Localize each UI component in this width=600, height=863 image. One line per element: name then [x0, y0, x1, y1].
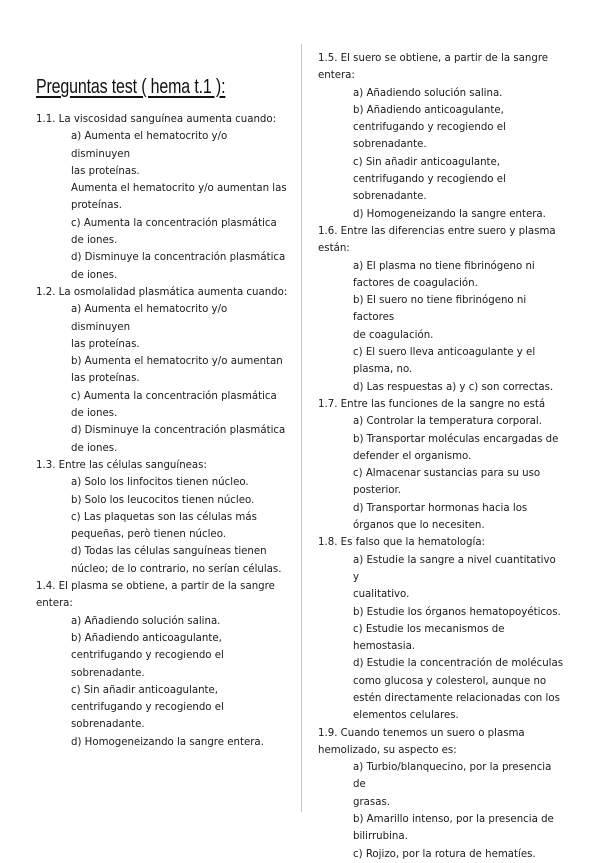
question-text: 1.8. Es falso que la hematología: — [318, 537, 485, 549]
answer-option — [36, 509, 288, 544]
answer-option — [36, 249, 288, 284]
page-title: Preguntas test ( hema t.1 ): — [36, 75, 226, 98]
answer-option-line: c) Aumenta la concentración plasmática — [71, 217, 277, 229]
question-text: están: — [318, 243, 350, 255]
answer-option — [318, 85, 564, 102]
answer-option-line: a) Estudie la sangre a nivel cuantitativo y — [353, 554, 556, 583]
answer-option-line: núcleo; de lo contrario, no serían células. — [71, 563, 282, 575]
answer-option-line: b) El suero no tiene fibrinógeno ni factores — [353, 295, 527, 324]
question-block — [318, 50, 564, 223]
question-text: 1.6. Entre las diferencias entre suero y plasma — [318, 225, 556, 237]
answer-option-line: c) Rojizo, por la rotura de hematíes. — [353, 848, 536, 860]
answer-option-line: b) Añadiendo anticoagulante, — [353, 104, 504, 116]
question-block — [318, 396, 564, 534]
answer-option-line: c) Sin añadir anticoagulante, — [353, 156, 501, 168]
answer-option-line: c) Sin añadir anticoagulante, — [71, 684, 219, 696]
right-column — [318, 50, 564, 863]
answer-option-line: d) Disminuye la concentración plasmática — [71, 425, 286, 437]
answer-option — [318, 655, 564, 724]
answer-option-line: de coagulación. — [353, 329, 434, 341]
answer-option — [36, 613, 288, 630]
answer-option-line: a) Solo los linfocitos tienen núcleo. — [71, 477, 249, 489]
answer-option-line: a) Aumenta el hematocrito y/o disminuyen — [71, 131, 228, 160]
answer-option-line: d) Transportar hormonas hacia los — [353, 502, 528, 514]
answer-option-line: d) Homogeneizando la sangre entera. — [71, 736, 264, 748]
answer-option-line: pequeñas, però tienen núcleo. — [71, 529, 226, 541]
answer-option-line: b) Transportar moléculas encargadas de — [353, 433, 559, 445]
question-text: 1.4. El plasma se obtiene, a partir de la sangre — [36, 581, 275, 593]
answer-option-line: c) El suero lleva anticoagulante y el — [353, 347, 536, 359]
answer-option-line: b) Estudie los órganos hematopoyéticos. — [353, 606, 561, 618]
answer-option-line: a) El plasma no tiene fibrinógeno ni — [353, 260, 535, 272]
answer-option — [36, 388, 288, 423]
left-column — [36, 111, 288, 751]
column-divider — [301, 44, 302, 812]
answer-option-line: c) Las plaquetas son las células más — [71, 511, 257, 523]
answer-option-line: a) Turbio/blanquecino, por la presencia de — [353, 762, 552, 791]
answer-option — [36, 474, 288, 491]
answer-option — [318, 102, 564, 154]
question-text: 1.1. La viscosidad sanguínea aumenta cuando: — [36, 114, 277, 125]
answer-option-line: centrifugando y recogiendo el — [71, 650, 224, 662]
question-block — [318, 534, 564, 724]
question-block — [36, 284, 288, 457]
answer-option-line: factores de coagulación. — [353, 277, 478, 289]
answer-option-line: órganos que lo necesiten. — [353, 520, 485, 532]
answer-option-line: proteínas. — [71, 200, 123, 212]
answer-option — [318, 154, 564, 206]
answer-option-line: c) Almacenar sustancias para su uso — [353, 468, 541, 480]
question-text: entera: — [36, 598, 73, 610]
answer-option-line: estén directamente relacionadas con los — [353, 692, 560, 704]
question-block — [318, 725, 564, 863]
answer-option — [36, 734, 288, 751]
answer-option — [36, 422, 288, 457]
answer-option — [318, 292, 564, 344]
answer-option-line: d) Homogeneizando la sangre entera. — [353, 208, 546, 220]
answer-option — [36, 301, 288, 353]
question-text: 1.3. Entre las células sanguíneas: — [36, 459, 207, 471]
answer-option — [318, 344, 564, 379]
answer-option-line: c) Estudie los mecanismos de hemostasia. — [353, 623, 505, 653]
answer-option-line: d) Disminuye la concentración plasmática — [71, 252, 286, 264]
answer-option-line: b) Solo los leucocitos tienen núcleo. — [71, 494, 255, 506]
answer-option-line: grasas. — [353, 796, 390, 808]
answer-option — [36, 215, 288, 250]
answer-option-line: plasma, no. — [353, 364, 413, 376]
answer-option-line: d) Todas las células sanguíneas tienen — [71, 546, 267, 558]
answer-option — [318, 258, 564, 293]
answer-option-line: de iones. — [71, 235, 118, 247]
answer-option-line: centrifugando y recogiendo el — [353, 174, 506, 186]
answer-option — [36, 630, 288, 682]
question-text: 1.2. La osmolalidad plasmática aumenta cuando: — [36, 286, 288, 298]
answer-option-line: b) Amarillo intenso, por la presencia de — [353, 814, 554, 826]
answer-option-line: Aumenta el hematocrito y/o aumentan las — [71, 183, 287, 195]
answer-option — [318, 846, 564, 863]
answer-option-line: a) Añadiendo solución salina. — [71, 615, 221, 627]
answer-option-line: a) Aumenta el hematocrito y/o disminuyen — [71, 304, 228, 333]
answer-option — [318, 604, 564, 621]
question-text: 1.9. Cuando tenemos un suero o plasma — [318, 727, 525, 739]
question-text: 1.5. El suero se obtiene, a partir de la sangre — [318, 53, 549, 64]
question-block — [36, 457, 288, 578]
answer-option-line: centrifugando y recogiendo el — [353, 122, 506, 134]
answer-option — [318, 413, 564, 430]
answer-option-line: de iones. — [71, 442, 118, 454]
answer-option-line: b) Añadiendo anticoagulante, — [71, 632, 222, 644]
question-block — [36, 578, 288, 751]
answer-option — [36, 492, 288, 509]
answer-option-line: sobrenadante. — [71, 667, 145, 679]
answer-option — [318, 206, 564, 223]
answer-option — [36, 353, 288, 388]
answer-option-line: centrifugando y recogiendo el — [71, 702, 224, 714]
answer-option-line: cualitativo. — [353, 589, 410, 601]
answer-option-line: d) Las respuestas a) y c) son correctas. — [353, 381, 554, 393]
answer-option-line: posterior. — [353, 485, 402, 497]
answer-option-line: bilirrubina. — [353, 831, 408, 843]
answer-option-line: de iones. — [71, 269, 118, 281]
answer-option-line: defender el organismo. — [353, 450, 472, 462]
answer-option-line: a) Controlar la temperatura corporal. — [353, 416, 542, 428]
answer-option — [318, 811, 564, 846]
answer-option-line: las proteínas. — [71, 165, 140, 177]
answer-option — [36, 180, 288, 215]
question-block — [318, 223, 564, 396]
question-text: 1.7. Entre las funciones de la sangre no está — [318, 398, 546, 410]
answer-option — [318, 431, 564, 466]
answer-option-line: como glucosa y colesterol, aunque no — [353, 675, 547, 687]
answer-option — [36, 682, 288, 734]
answer-option — [36, 543, 288, 578]
question-block — [36, 111, 288, 284]
answer-option-line: sobrenadante. — [353, 191, 427, 203]
answer-option-line: d) Estudie la concentración de moléculas — [353, 658, 564, 670]
answer-option-line: b) Aumenta el hematocrito y/o aumentan — [71, 356, 283, 368]
answer-option — [318, 500, 564, 535]
answer-option-line: sobrenadante. — [71, 719, 145, 731]
answer-option-line: las proteínas. — [71, 338, 140, 350]
answer-option — [318, 621, 564, 656]
answer-option-line: c) Aumenta la concentración plasmática — [71, 390, 277, 402]
answer-option-line: a) Añadiendo solución salina. — [353, 87, 503, 99]
answer-option-line: elementos celulares. — [353, 710, 459, 722]
question-text: entera: — [318, 70, 355, 82]
answer-option — [318, 465, 564, 500]
answer-option — [318, 552, 564, 604]
answer-option — [318, 759, 564, 811]
question-text: hemolizado, su aspecto es: — [318, 744, 457, 756]
answer-option — [36, 128, 288, 180]
answer-option-line: sobrenadante. — [353, 139, 427, 151]
answer-option — [318, 379, 564, 396]
answer-option-line: de iones. — [71, 408, 118, 420]
answer-option-line: las proteínas. — [71, 373, 140, 385]
